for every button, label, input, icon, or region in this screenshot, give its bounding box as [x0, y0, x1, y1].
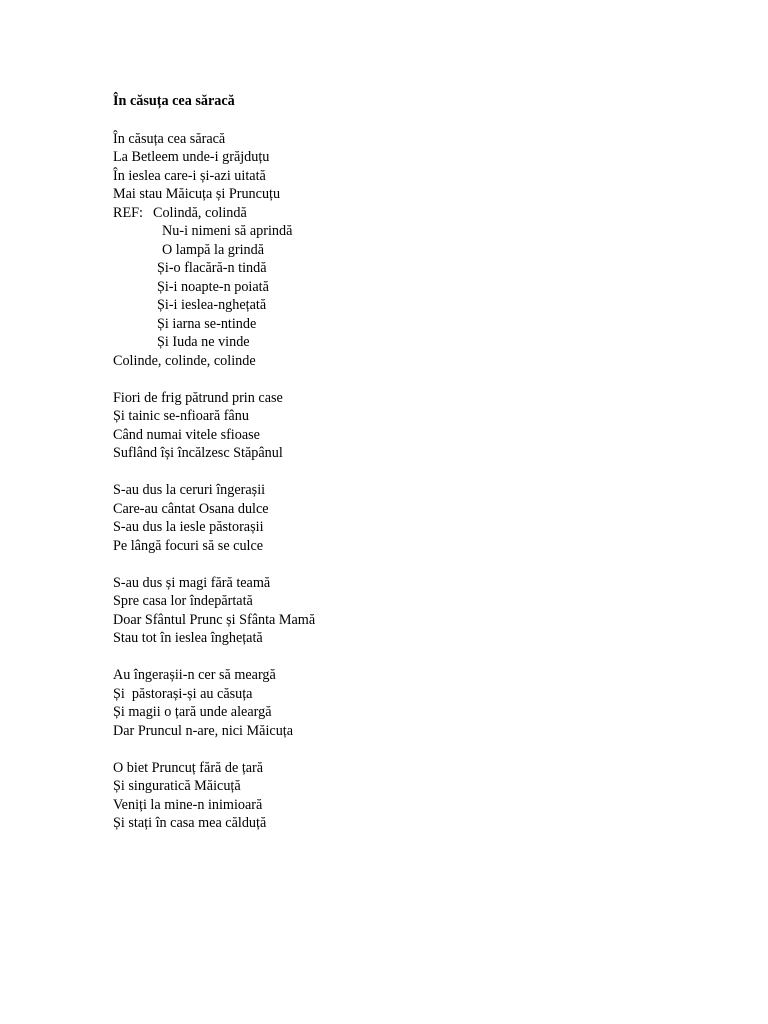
verse-line: Au îngerașii-n cer să meargă	[113, 667, 276, 683]
verse-line: S-au dus și magi fără teamă	[113, 574, 271, 591]
verse-line: S-au dus la iesle păstorașii	[113, 519, 264, 535]
verse-line: Și tainic se-nfioară fânu	[113, 408, 249, 424]
verse-line: La Betleem unde-i grăjduțu	[113, 149, 270, 165]
verse-line: Stau tot în ieslea înghețată	[113, 630, 263, 646]
verse-line: Fiori de frig pătrund prin case	[113, 389, 283, 406]
refrain-label: REF:	[113, 204, 143, 221]
verse-line: O biet Pruncuț fără de țară	[113, 759, 264, 776]
stanza-6	[113, 759, 713, 833]
verse-line: Și stați în casa mea călduță	[113, 815, 267, 831]
stanza-1	[113, 130, 713, 371]
refrain-first-line	[113, 204, 713, 223]
stanza-3	[113, 481, 713, 555]
verse-line: Dar Pruncul n-are, nici Măicuța	[113, 722, 294, 739]
verse-line: Și păstorași-și au căsuța	[113, 685, 253, 702]
verse-line: Pe lângă focuri să se culce	[113, 537, 264, 554]
verse-line: Suflând își încălzesc Stăpânul	[113, 445, 283, 461]
stanza-5	[113, 666, 713, 740]
verse-line: Care-au cântat Osana dulce	[113, 500, 269, 517]
refrain-line: Și Iuda ne vinde	[157, 334, 250, 350]
verse-line: Și magii o țară unde aleargă	[113, 704, 272, 720]
verse-line: Mai stau Măicuța și Pruncuțu	[113, 186, 281, 202]
refrain-line: Și-i noapte-n poiată	[157, 278, 269, 295]
verse-line: Și singuratică Măicuță	[113, 778, 241, 794]
verse-line: Spre casa lor îndepărtată	[113, 593, 253, 609]
verse-line: În ieslea care-i și-azi uitată	[113, 167, 266, 184]
verse-line: Când numai vitele sfioase	[113, 426, 260, 443]
stanza-4	[113, 574, 713, 648]
verse-line: Doar Sfântul Prunc și Sfânta Mamă	[113, 611, 316, 628]
refrain-line: Nu-i nimeni să aprindă	[162, 223, 293, 239]
document-page	[113, 92, 713, 851]
refrain-line: O lampă la grindă	[162, 241, 265, 258]
refrain-line: Și-i ieslea-nghețată	[157, 297, 267, 313]
document-title: În căsuța cea săracă	[113, 93, 235, 109]
refrain-closing-line: Colinde, colinde, colinde	[113, 352, 256, 369]
verse-line: Veniți la mine-n inimioară	[113, 796, 263, 813]
refrain-line: Și-o flacără-n tindă	[157, 260, 267, 276]
refrain-line: Și iarna se-ntinde	[157, 315, 257, 332]
stanza-2	[113, 389, 713, 463]
verse-line: S-au dus la ceruri îngerașii	[113, 482, 266, 498]
verse-line: În căsuța cea săracă	[113, 130, 226, 147]
refrain-line: Colindă, colindă	[153, 204, 247, 221]
